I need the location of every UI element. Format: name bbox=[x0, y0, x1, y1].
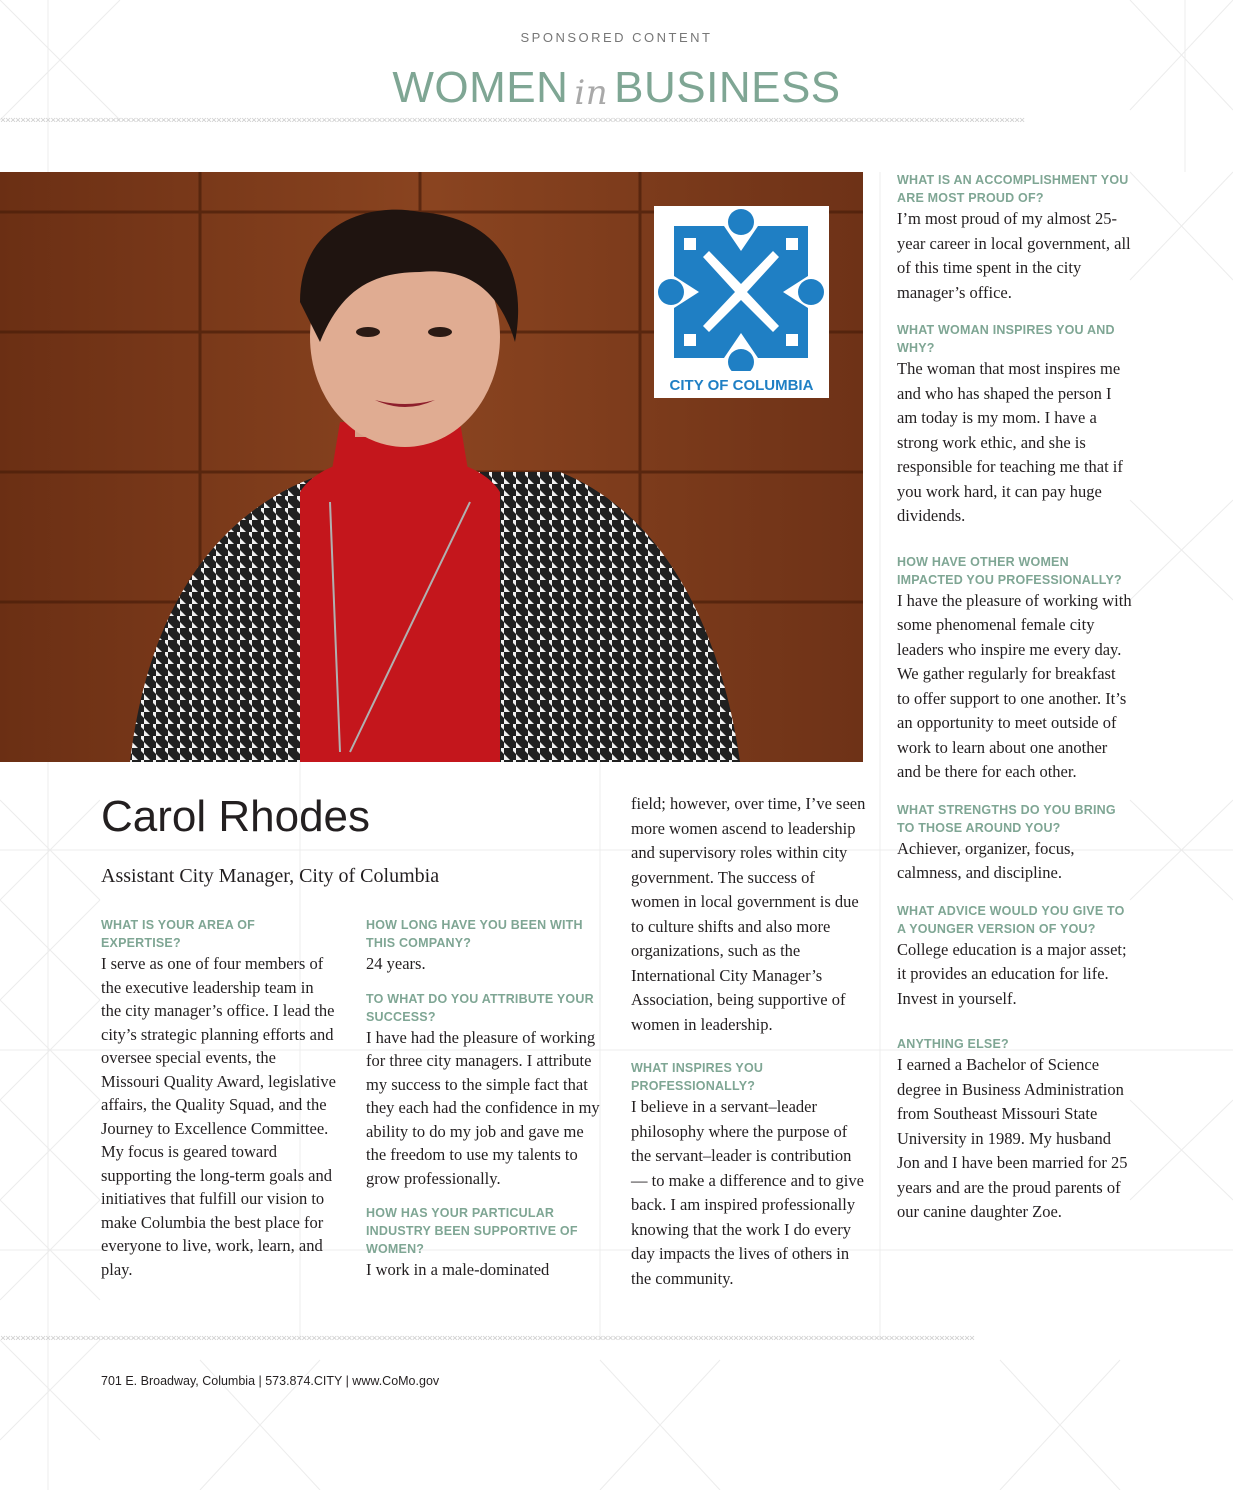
question-woman-inspires: WHAT WOMAN INSPIRES YOU AND WHY? bbox=[897, 323, 1115, 355]
answer-other-women: I have the pleasure of working with some phenomenal female city leaders who inspire me every day. We gather regularly for breakfast to offer support to one another. It’s an opportunity to meet outside of work to learn about one another and be there for each other. bbox=[897, 590, 1132, 781]
answer-industry-support-part2: field; however, over time, I’ve seen more women ascend to leadership and supervisory roles within city government. The success of women in local government is due to culture shifts and also more organizations, such as the International City Manager’s Association, being supportive of women in leadership. bbox=[631, 794, 866, 1034]
answer-expertise: I serve as one of four members of the executive leadership team in the city manager’s office. I lead the city’s strategic planning efforts and oversee special events, the Missouri Quality Award, legislative affairs, the Quality Squad, and the Journey to Excellence Committee. My focus is geared toward supporting the long-term goals and initiatives that fulfill our vision to make Columbia the best place for everyone to live, work, learn, and play. bbox=[101, 954, 336, 1279]
question-anything-else: ANYTHING ELSE? bbox=[897, 1037, 1009, 1051]
answer-strengths: Achiever, organizer, focus, calmness, and discipline. bbox=[897, 838, 1075, 882]
answer-woman-inspires: The woman that most inspires me and who has shaped the person I am today is my mom. I have a strong work ethic, and she is responsible for teaching me that if you work hard, it can pay huge dividends. bbox=[897, 359, 1123, 525]
columbia-emblem-icon bbox=[654, 206, 829, 371]
answer-tenure: 24 years. bbox=[366, 954, 426, 973]
masthead-business: BUSINESS bbox=[614, 63, 841, 112]
question-advice: WHAT ADVICE WOULD YOU GIVE TO A YOUNGER VERSION OF YOU? bbox=[897, 903, 1125, 936]
question-tenure: HOW LONG HAVE YOU BEEN WITH THIS COMPANY? bbox=[366, 918, 583, 950]
masthead-women: WOMEN bbox=[392, 63, 569, 112]
sponsored-content-label: SPONSORED CONTENT bbox=[520, 30, 713, 45]
question-industry-support: HOW HAS YOUR PARTICULAR INDUSTRY BEEN SUPPORTIVE OF WOMEN? bbox=[366, 1206, 578, 1256]
column-3 bbox=[631, 792, 866, 1305]
answer-anything-else: I earned a Bachelor of Science degree in Business Administration from Southeast Missouri State University in 1989. My husband Jon and I have been married for 25 years and are the proud parents of our canine daughter Zoe. bbox=[897, 1055, 1128, 1221]
question-expertise: WHAT IS YOUR AREA OF EXPERTISE? bbox=[101, 918, 255, 950]
question-strengths: WHAT STRENGTHS DO YOU BRING TO THOSE AROUND YOU? bbox=[897, 802, 1116, 835]
answer-accomplishment: I’m most proud of my almost 25-year career in local government, all of this time spent in the city manager’s office. bbox=[897, 209, 1131, 302]
answer-success: I have had the pleasure of working for three city managers. I attribute my success to the simple fact that they each had the confidence in my ability to do my job and gave me the freedom to use my talents to grow professionally. bbox=[366, 1027, 600, 1188]
logo-caption: CITY OF COLUMBIA bbox=[669, 377, 814, 394]
profile-name: Carol Rhodes bbox=[101, 792, 371, 841]
column-4 bbox=[897, 171, 1132, 1239]
masthead-in-script: in bbox=[574, 73, 609, 113]
answer-industry-support-part1: I work in a male-dominated bbox=[366, 1260, 550, 1279]
top-x-rule-divider: ×××××××××××××××××××××××××××××××××××××××××××××××××××××××××××××××××××××××××××××××××××××××××××××××××××××××××××××××××××××××××××××××××××××××××××××××××××××××××××××××××××××××××××××××××××××××××××××××××××××××××××× bbox=[0, 115, 1025, 126]
masthead-title bbox=[0, 60, 1233, 119]
question-accomplishment: WHAT IS AN ACCOMPLISHMENT YOU ARE MOST PROUD OF? bbox=[897, 173, 1129, 205]
question-inspires: WHAT INSPIRES YOU PROFESSIONALLY? bbox=[631, 1061, 764, 1093]
column-2 bbox=[366, 916, 601, 1296]
city-of-columbia-logo bbox=[654, 206, 829, 398]
footer-contact: 701 E. Broadway, Columbia | 573.874.CITY | www.CoMo.gov bbox=[101, 1374, 440, 1388]
answer-advice: College education is a major asset; it provides an education for life. Invest in yourself. bbox=[897, 939, 1127, 1008]
question-other-women: HOW HAVE OTHER WOMEN IMPACTED YOU PROFESSIONALLY? bbox=[897, 554, 1122, 587]
answer-inspires: I believe in a servant–leader philosophy where the purpose of the servant–leader is contribution — to make a difference and to give back. I am inspired professionally knowing that the work I do every day impacts the lives of others in the community. bbox=[631, 1097, 864, 1288]
column-1 bbox=[101, 916, 336, 1295]
question-success: TO WHAT DO YOU ATTRIBUTE YOUR SUCCESS? bbox=[366, 991, 594, 1024]
bottom-x-rule-divider: ×××××××××××××××××××××××××××××××××××××××××××××××××××××××××××××××××××××××××××××××××××××××××××××××××××××××××××××××××××××××××××××××××××××××××××××××××××××××××××××××××××××××××××××××××××××××××××××××××× bbox=[0, 1333, 974, 1344]
profile-title: Assistant City Manager, City of Columbia bbox=[101, 865, 440, 887]
